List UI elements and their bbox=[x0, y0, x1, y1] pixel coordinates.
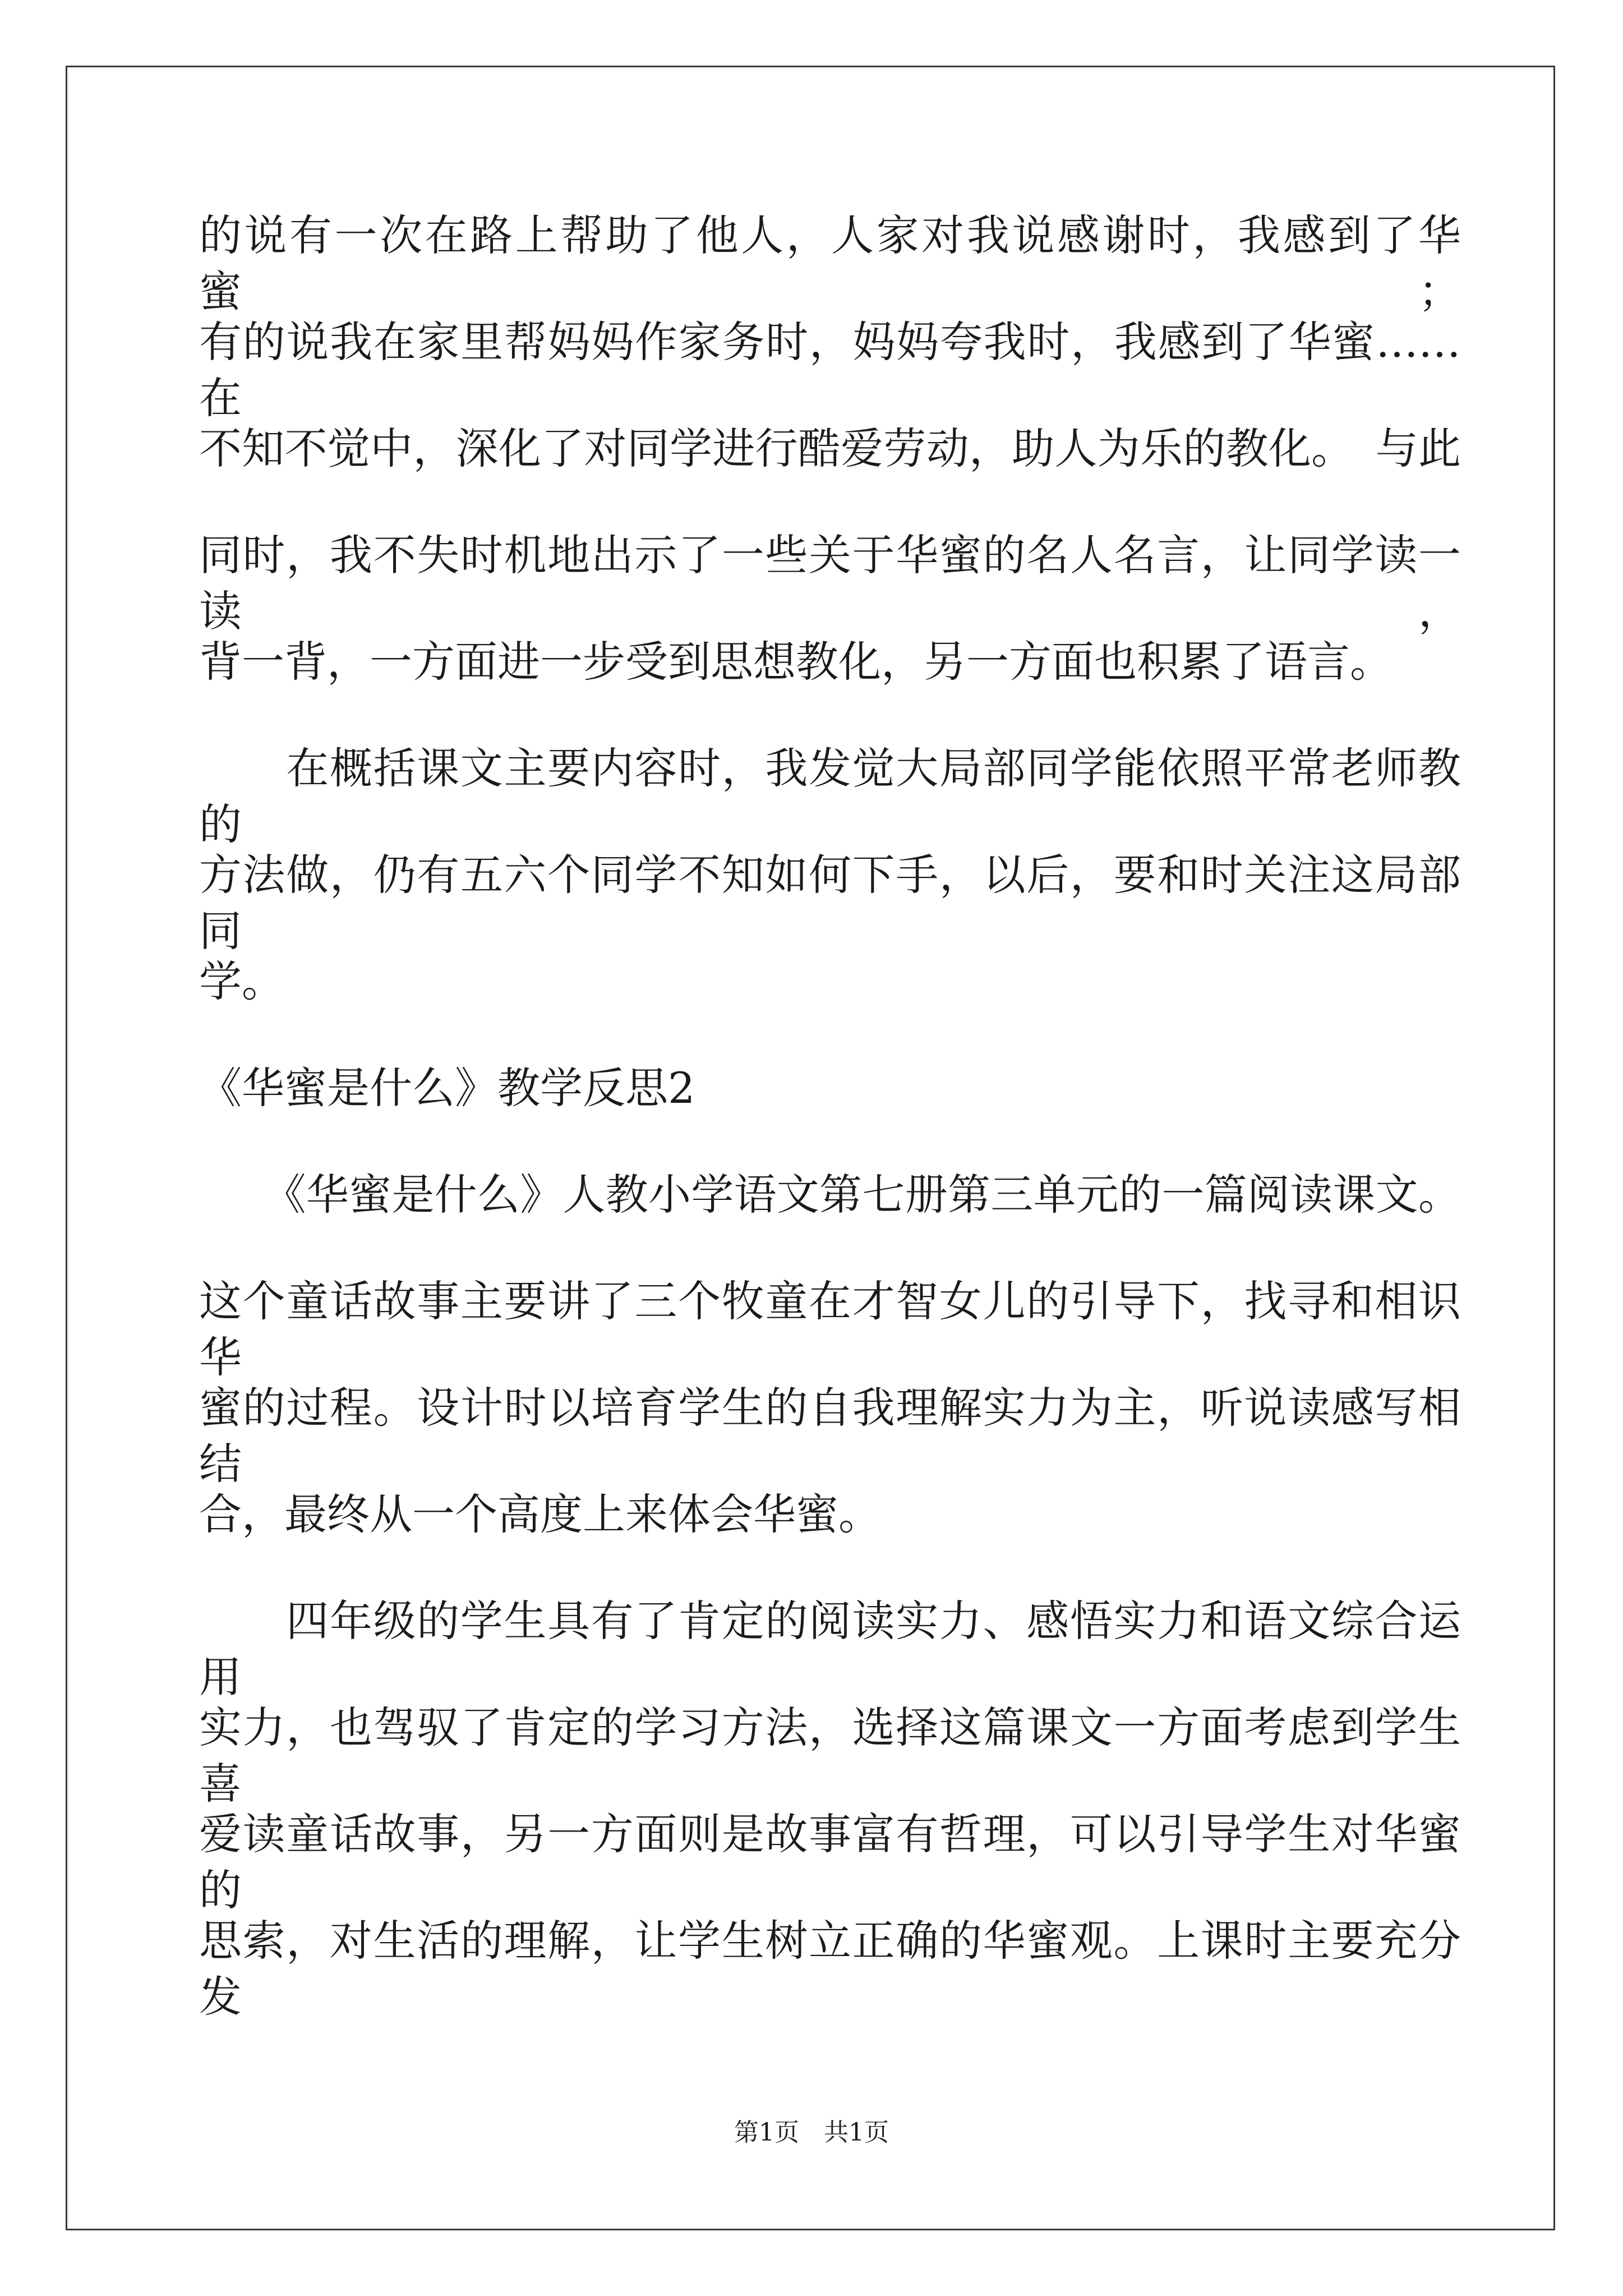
text-line: 合，最终从一个高度上来体会华蜜。 bbox=[199, 1489, 881, 1539]
text-line: 方法做，仍有五六个同学不知如何下手，以后，要和时关注这局部同 bbox=[199, 850, 1461, 956]
text-line: 思索，对生活的理解，让学生树立正确的华蜜观。上课时主要充分发 bbox=[199, 1916, 1461, 2022]
text-line: 在概括课文主要内容时，我发觉大局部同学能依照平常老师教的 bbox=[199, 743, 1461, 849]
text-line: 学。 bbox=[199, 956, 284, 1006]
text-line: 四年级的学生具有了肯定的阅读实力、感悟实力和语文综合运用 bbox=[199, 1596, 1461, 1702]
text-line: 不知不觉中，深化了对同学进行酷爱劳动，助人为乐的教化。 与此 bbox=[199, 424, 1461, 473]
text-line: 《华蜜是什么》人教小学语文第七册第三单元的一篇阅读课文。 bbox=[199, 1170, 1461, 1220]
text-line: 同时，我不失时机地出示了一些关于华蜜的名人名言，让同学读一读， bbox=[199, 530, 1461, 636]
text-line: 有的说我在家里帮妈妈作家务时，妈妈夸我时，我感到了华蜜……在 bbox=[199, 317, 1461, 423]
text-line: 这个童话故事主要讲了三个牧童在才智女儿的引导下，找寻和相识华 bbox=[199, 1276, 1461, 1382]
section-heading: 《华蜜是什么》教学反思2 bbox=[199, 1063, 695, 1113]
text-line: 蜜的过程。设计时以培育学生的自我理解实力为主，听说读感写相结 bbox=[199, 1383, 1461, 1489]
text-line: 背一背，一方面进一步受到思想教化，另一方面也积累了语言。 bbox=[199, 637, 1393, 687]
page-number-footer: 第1页 共1页 bbox=[734, 2118, 889, 2147]
text-line: 爱读童话故事，另一方面则是故事富有哲理，可以引导学生对华蜜的 bbox=[199, 1809, 1461, 1915]
text-line: 实力，也驾驭了肯定的学习方法，选择这篇课文一方面考虑到学生喜 bbox=[199, 1703, 1461, 1809]
text-line: 的说有一次在路上帮助了他人，人家对我说感谢时，我感到了华蜜； bbox=[199, 210, 1461, 316]
page-border bbox=[66, 66, 1555, 2230]
